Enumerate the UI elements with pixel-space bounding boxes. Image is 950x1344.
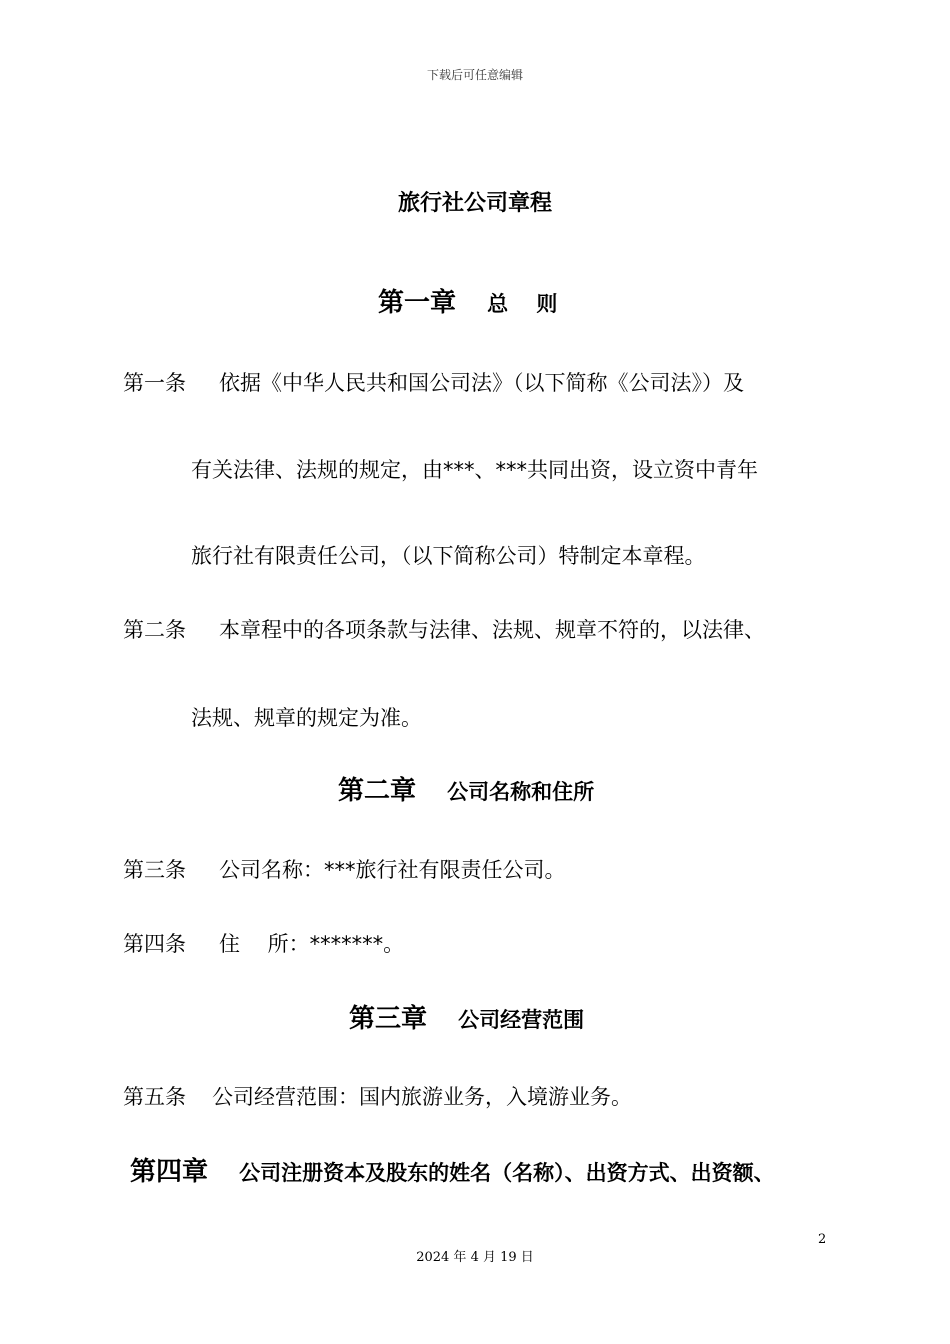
article-1-line-1: 依据《中华人民共和国公司法》（以下简称《公司法》）及 <box>219 371 744 395</box>
article-3-line-1: 公司名称：***旅行社有限责任公司。 <box>219 858 566 882</box>
chapter-3-title: 公司经营范围 <box>458 1008 585 1032</box>
page-number: 2 <box>818 1232 827 1247</box>
page-header-note: 下载后可任意编辑 <box>426 68 523 82</box>
chapter-2-title: 公司名称和住所 <box>447 780 595 804</box>
chapter-4-heading <box>130 1151 775 1188</box>
article-4-number: 第四条 <box>123 932 186 956</box>
chapter-1-title: 总 则 <box>487 292 558 316</box>
article-2-number: 第二条 <box>123 618 186 642</box>
chapter-1-number: 第一章 <box>378 288 457 318</box>
article-5-line-1: 公司经营范围：国内旅游业务，入境游业务。 <box>212 1085 632 1109</box>
chapter-3-number: 第三章 <box>349 1004 428 1034</box>
chapter-4-title: 公司注册资本及股东的姓名（名称）、出资方式、出资额、 <box>239 1161 775 1185</box>
chapter-4-number: 第四章 <box>130 1157 209 1187</box>
article-4-line-1: 住 所：*******。 <box>219 932 405 956</box>
footer-date: 2024 年 4 月 19 日 <box>416 1250 534 1265</box>
article-2-line-1: 本章程中的各项条款与法律、法规、规章不符的，以法律、 <box>219 618 765 642</box>
article-3-number: 第三条 <box>123 858 186 882</box>
chapter-1-heading <box>378 282 557 319</box>
article-1-line-2: 有关法律、法规的规定，由***、***共同出资，设立资中青年 <box>191 458 758 482</box>
article-1-line-3: 旅行社有限责任公司，（以下简称公司）特制定本章程。 <box>191 544 706 568</box>
article-1-number: 第一条 <box>123 371 186 395</box>
article-2-line-2: 法规、规章的规定为准。 <box>191 706 422 730</box>
document-title: 旅行社公司章程 <box>397 191 552 216</box>
chapter-3-heading <box>349 998 584 1035</box>
chapter-2-heading <box>338 770 594 807</box>
article-5-number: 第五条 <box>123 1085 186 1109</box>
chapter-2-number: 第二章 <box>338 776 417 806</box>
